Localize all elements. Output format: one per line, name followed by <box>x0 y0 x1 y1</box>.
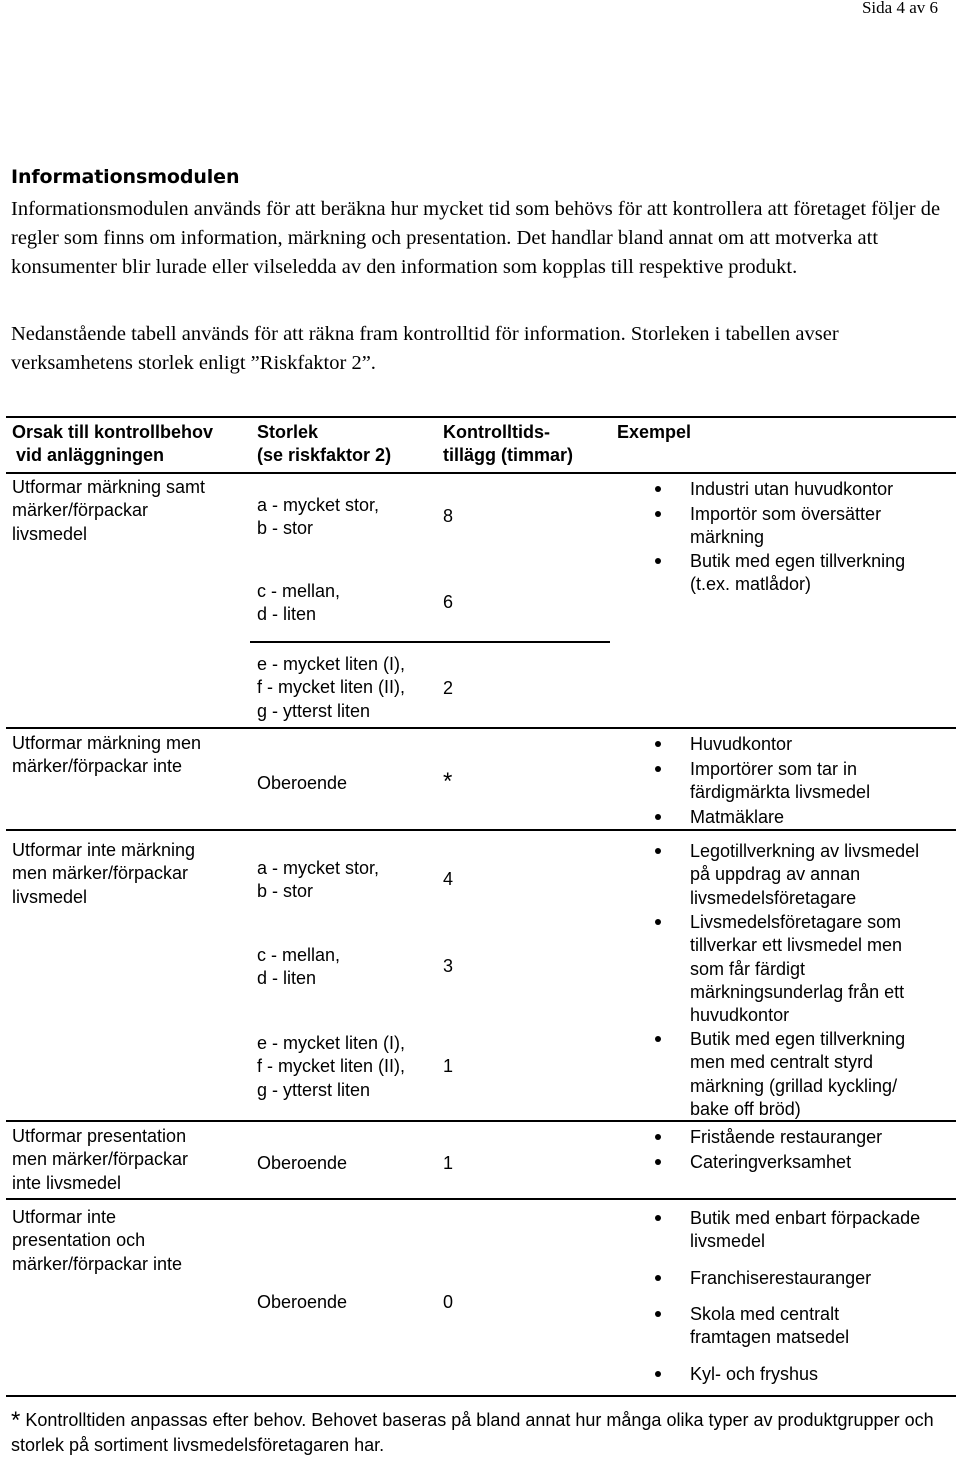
bullet-icon <box>655 741 661 747</box>
row3-size-cd: c - mellan, d - liten <box>257 945 341 989</box>
bullet-icon <box>655 814 661 820</box>
row1-cause: Utformar märkning samt märker/förpackar livsmedel <box>12 477 206 544</box>
example-item: Matmäklare <box>690 807 785 827</box>
example-item: Importörer som tar in färdigmärkta livsmedel <box>690 759 871 803</box>
row3-size-ab: a - mycket stor, b - stor <box>257 858 380 902</box>
example-item: Skola med centralt framtagen matsedel <box>690 1304 850 1348</box>
example-item: Butik med egen tillverkning (t.ex. matlådor) <box>690 551 906 595</box>
bullet-icon <box>655 1311 661 1317</box>
page-number: Sida 4 av 6 <box>861 0 938 17</box>
bullet-icon <box>655 766 661 772</box>
example-item: Cateringverksamhet <box>690 1152 852 1172</box>
header-time: Kontrolltids- tillägg (timmar) <box>443 422 574 466</box>
header-cause: Orsak till kontrollbehov vid anläggningen <box>12 422 214 466</box>
bullet-icon <box>655 1134 661 1140</box>
table-rule <box>6 727 956 729</box>
bullet-icon <box>655 558 661 564</box>
bullet-icon <box>655 1275 661 1281</box>
row3-size-efg: e - mycket liten (I), f - mycket liten (II), g - ytterst liten <box>257 1033 406 1100</box>
footnote-star: * <box>11 1407 21 1434</box>
bullet-icon <box>655 1159 661 1165</box>
row1-size-ab: a - mycket stor, b - stor <box>257 495 380 539</box>
section-heading: Informationsmodulen <box>11 166 240 188</box>
table-intro-paragraph: Nedanstående tabell används för att räkna fram kontrolltid för information. Storleken i tabellen avser verksamhetens storlek enligt ”Riskfaktor 2”. <box>11 323 839 374</box>
example-item: Kyl- och fryshus <box>690 1364 819 1384</box>
bullet-icon <box>655 511 661 517</box>
table-rule <box>6 1198 956 1200</box>
row5-cause: Utformar inte presentation och märker/förpackar inte <box>12 1207 183 1274</box>
bullet-icon <box>655 486 661 492</box>
example-item: Butik med enbart förpackade livsmedel <box>690 1208 921 1252</box>
row3-time-efg: 1 <box>443 1056 454 1076</box>
row3-time-ab: 4 <box>443 869 454 889</box>
row1-time-ab: 8 <box>443 506 454 526</box>
row1-size-cd: c - mellan, d - liten <box>257 581 341 625</box>
row4-time: 1 <box>443 1153 454 1173</box>
table-rule <box>6 829 956 831</box>
footnote <box>11 1408 951 1458</box>
example-item: Industri utan huvudkontor <box>690 479 894 499</box>
row3-time-cd: 3 <box>443 956 454 976</box>
bullet-icon <box>655 1036 661 1042</box>
row2-cause: Utformar märkning men märker/förpackar inte <box>12 733 202 777</box>
row1-time-cd: 6 <box>443 592 454 612</box>
example-item: Franchiserestauranger <box>690 1268 872 1288</box>
example-item: Fristående restauranger <box>690 1127 883 1147</box>
footnote-text: Kontrolltiden anpassas efter behov. Behovet baseras på bland annat hur många olika typer av produktgrupper och storlek på sortiment livsmedelsföretagaren har. <box>11 1410 934 1455</box>
row5-time: 0 <box>443 1292 454 1312</box>
bullet-icon <box>655 1371 661 1377</box>
row3-cause: Utformar inte märkning men märker/förpackar livsmedel <box>12 840 196 907</box>
bullet-icon <box>655 919 661 925</box>
intro-paragraph: Informationsmodulen används för att beräkna hur mycket tid som behövs för att kontrollera att företaget följer de regler som finns om information, märkning och presentation. Det handlar bland annat om att motverka att konsumenter blir lurade eller vilseledda av den information som kopplas till respektive produkt. <box>11 198 941 278</box>
table-rule <box>6 472 956 474</box>
example-item: Legotillverkning av livsmedel på uppdrag av annan livsmedelsföretagare <box>690 841 920 908</box>
table-rule <box>250 641 610 643</box>
row2-time: * <box>443 768 453 795</box>
table-rule <box>6 416 956 418</box>
example-item: Livsmedelsföretagare som tillverkar ett livsmedel men som får färdigt märkningsunderlag från ett huvudkontor <box>690 912 905 1026</box>
row5-size: Oberoende <box>257 1292 348 1312</box>
bullet-icon <box>655 848 661 854</box>
example-item: Huvudkontor <box>690 734 793 754</box>
bullet-icon <box>655 1215 661 1221</box>
row4-cause: Utformar presentation men märker/förpackar inte livsmedel <box>12 1126 189 1193</box>
header-size: Storlek (se riskfaktor 2) <box>257 422 392 466</box>
header-example: Exempel <box>617 422 692 442</box>
row1-size-efg: e - mycket liten (I), f - mycket liten (II), g - ytterst liten <box>257 654 406 721</box>
example-item: Butik med egen tillverkning men med centralt styrd märkning (grillad kyckling/ bake off bröd) <box>690 1029 906 1119</box>
table-rule <box>6 1395 956 1397</box>
row2-size: Oberoende <box>257 773 348 793</box>
row4-size: Oberoende <box>257 1153 348 1173</box>
example-item: Importör som översätter märkning <box>690 504 882 548</box>
row1-time-efg: 2 <box>443 678 454 698</box>
